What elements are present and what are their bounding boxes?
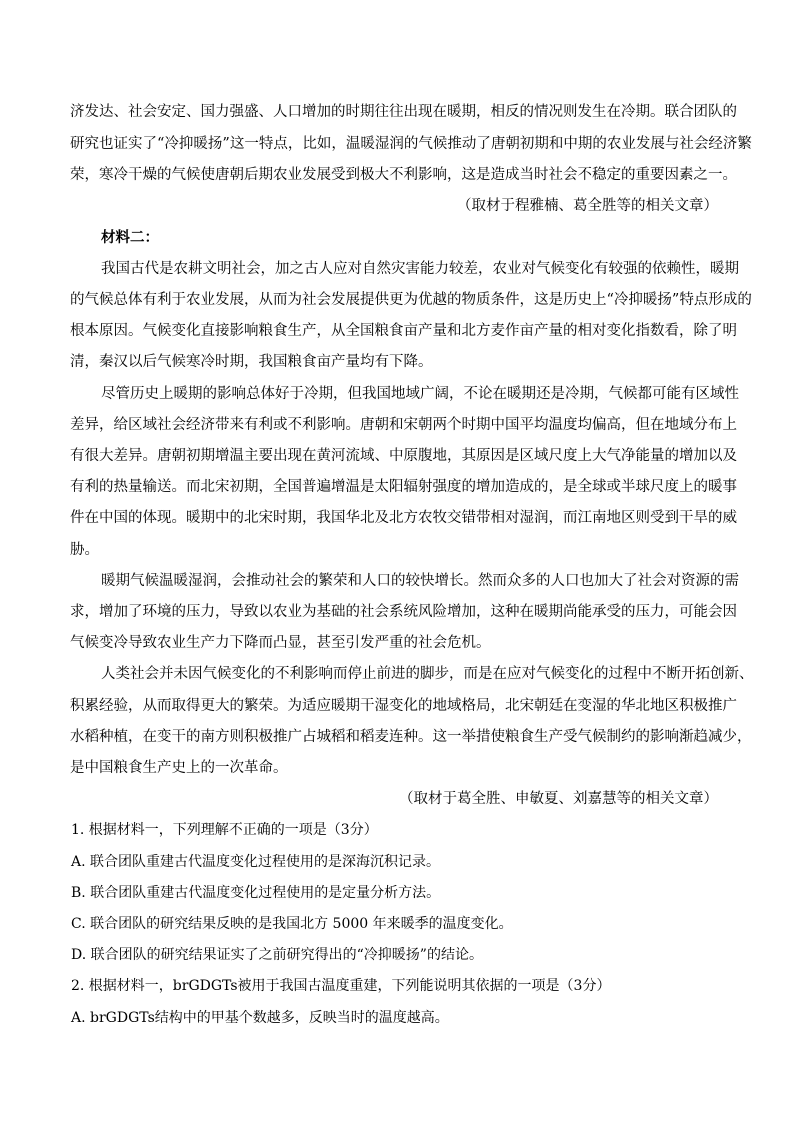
paragraph-line: 差异，给区域社会经济带来有利或不利影响。唐朝和宋朝两个时期中国平均温度均偏高，但在地域分布上 [70, 417, 737, 433]
paragraph-line: 清，秦汉以后气候寒冷时期，我国粮食亩产量均有下降。 [70, 354, 433, 370]
paragraph-line: 胁。 [70, 542, 99, 558]
question-1-option-d: D. 联合团队的研究结果证实了之前研究得出的“冷抑暖扬”的结论。 [71, 947, 483, 963]
question-1-option-c: C. 联合团队的研究结果反映的是我国北方 5000 年来暖季的温度变化。 [71, 916, 513, 932]
material1-line-1: 济发达、社会安定、国力强盛、人口增加的时期往往出现在暖期，相反的情况则发生在冷期。联合团队的 [70, 104, 737, 120]
material2-source: （取材于葛全胜、申敏夏、刘嘉慧等的相关文章） [399, 791, 718, 807]
paragraph-line: 暖期气候温暖湿润，会推动社会的繁荣和人口的较快增长。然而众多的人口也加大了社会对资源的需 [101, 573, 739, 589]
paragraph-line: 有很大差异。唐朝初期增温主要出现在黄河流域、中原腹地，其原因是区域尺度上大气净能量的增加以及 [70, 448, 737, 464]
paragraph-line: 尽管历史上暖期的影响总体好于冷期，但我国地域广阔，不论在暖期还是冷期，气候都可能有区域性 [101, 386, 739, 402]
paragraph-line: 件在中国的体现。暖期中的北宋时期，我国华北及北方农牧交错带相对湿润，而江南地区则受到干旱的威 [70, 510, 737, 526]
paragraph-line: 根本原因。气候变化直接影响粮食生产，从全国粮食亩产量和北方麦作亩产量的相对变化指数看，除了明 [70, 323, 737, 339]
question-1-option-b: B. 联合团队重建古代温度变化过程使用的是定量分析方法。 [71, 885, 441, 901]
question-2-stem: 2. 根据材料一，brGDGTs被用于我国古温度重建，下列能说明其依据的一项是（3分） [71, 978, 611, 994]
question-1-stem: 1. 根据材料一，下列理解不正确的一项是（3分） [71, 822, 378, 838]
paragraph-line: 的气候总体有利于农业发展，从而为社会发展提供更为优越的物质条件，这是历史上“冷抑暖扬”特点形成的 [70, 292, 752, 308]
material1-line-3: 荣，寒冷干燥的气候使唐朝后期农业发展受到极大不利影响，这是造成当时社会不稳定的重要因素之一。 [70, 167, 737, 183]
paragraph-line: 积累经验，从而取得更大的繁荣。为适应暖期干湿变化的地域格局，北宋朝廷在变湿的华北地区积极推广 [70, 698, 737, 714]
paragraph-line: 水稻种植，在变干的南方则积极推广占城稻和稻麦连种。这一举措使粮食生产受气候制约的影响渐趋减少， [70, 729, 752, 745]
paragraph-line: 我国古代是农耕文明社会，加之古人应对自然灾害能力较差，农业对气候变化有较强的依赖性，暖期 [101, 261, 739, 277]
question-1-option-a: A. 联合团队重建古代温度变化过程使用的是深海沉积记录。 [71, 854, 441, 870]
question-2-option-a: A. brGDGTs结构中的甲基个数越多，反映当时的温度越高。 [71, 1010, 449, 1026]
paragraph-line: 气候变冷导致农业生产力下降而凸显，甚至引发严重的社会危机。 [70, 635, 491, 651]
paragraph-line: 有利的热量输送。而北宋初期，全国普遍增温是太阳辐射强度的增加造成的，是全球或半球尺度上的暖事 [70, 479, 737, 495]
material1-line-2: 研究也证实了“冷抑暖扬”这一特点，比如，温暖湿润的气候推动了唐朝初期和中期的农业发展与社会经济繁 [70, 136, 752, 152]
paragraph-line: 是中国粮食生产史上的一次革命。 [70, 760, 288, 776]
material1-source: （取材于程雅楠、葛全胜等的相关文章） [457, 198, 718, 214]
paragraph-line: 人类社会并未因气候变化的不利影响而停止前进的脚步，而是在应对气候变化的过程中不断开拓创新、 [101, 666, 754, 682]
paragraph-line: 求，增加了环境的压力，导致以农业为基础的社会系统风险增加，这种在暖期尚能承受的压力，可能会因 [70, 604, 737, 620]
material2-heading: 材料二： [101, 229, 159, 246]
